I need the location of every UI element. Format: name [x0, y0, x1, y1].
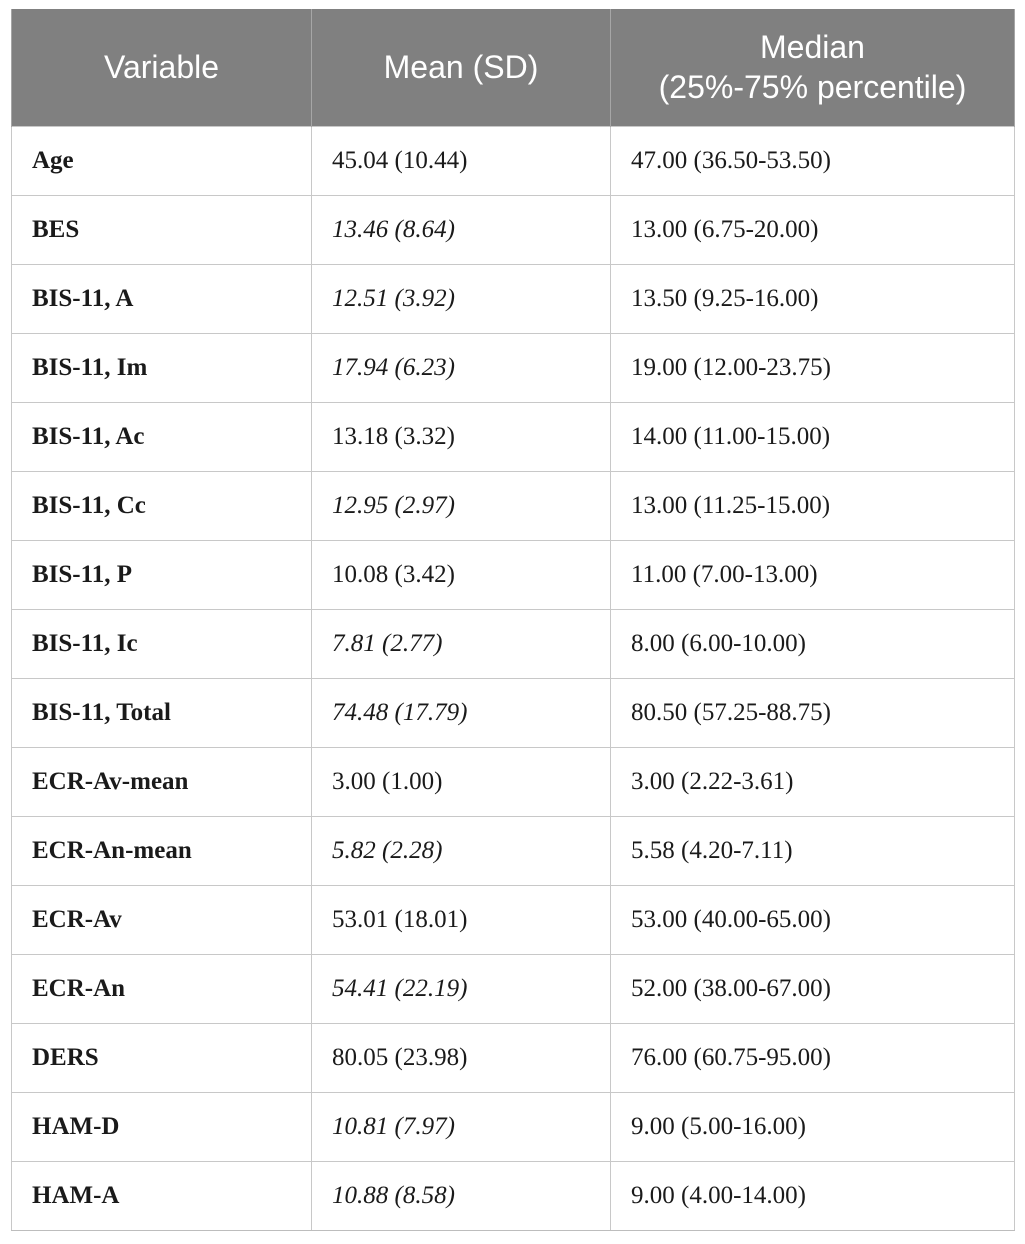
cell-median: 47.00 (36.50-53.50): [611, 126, 1015, 195]
cell-median: 13.50 (9.25-16.00): [611, 264, 1015, 333]
cell-median: 8.00 (6.00-10.00): [611, 609, 1015, 678]
cell-median: 52.00 (38.00-67.00): [611, 954, 1015, 1023]
header-row: [12, 9, 1015, 126]
header-variable: Variable: [12, 9, 312, 126]
cell-mean-sd: 80.05 (23.98): [312, 1023, 611, 1092]
cell-median: 13.00 (6.75-20.00): [611, 195, 1015, 264]
cell-variable: HAM-A: [12, 1161, 312, 1230]
header-median-line1: Median: [760, 29, 865, 66]
table-row: [12, 954, 1015, 1023]
cell-mean-sd: 74.48 (17.79): [312, 678, 611, 747]
cell-mean-sd: 54.41 (22.19): [312, 954, 611, 1023]
cell-variable: ECR-Av: [12, 885, 312, 954]
table-row: [12, 471, 1015, 540]
cell-median: 76.00 (60.75-95.00): [611, 1023, 1015, 1092]
cell-median: 11.00 (7.00-13.00): [611, 540, 1015, 609]
cell-mean-sd: 53.01 (18.01): [312, 885, 611, 954]
cell-median: 53.00 (40.00-65.00): [611, 885, 1015, 954]
cell-variable: Age: [12, 126, 312, 195]
table-row: [12, 402, 1015, 471]
table-row: [12, 1023, 1015, 1092]
table-row: [12, 126, 1015, 195]
cell-variable: BIS-11, Ic: [12, 609, 312, 678]
header-median-line2: (25%-75% percentile): [658, 69, 967, 106]
cell-median: 9.00 (4.00-14.00): [611, 1161, 1015, 1230]
cell-mean-sd: 13.46 (8.64): [312, 195, 611, 264]
table-row: [12, 195, 1015, 264]
cell-variable: ECR-An-mean: [12, 816, 312, 885]
cell-variable: DERS: [12, 1023, 312, 1092]
cell-mean-sd: 10.88 (8.58): [312, 1161, 611, 1230]
table-row: [12, 885, 1015, 954]
cell-mean-sd: 45.04 (10.44): [312, 126, 611, 195]
cell-variable: BIS-11, P: [12, 540, 312, 609]
table-row: [12, 1092, 1015, 1161]
cell-median: 9.00 (5.00-16.00): [611, 1092, 1015, 1161]
cell-median: 14.00 (11.00-15.00): [611, 402, 1015, 471]
cell-mean-sd: 7.81 (2.77): [312, 609, 611, 678]
cell-variable: HAM-D: [12, 1092, 312, 1161]
table-row: [12, 816, 1015, 885]
cell-mean-sd: 3.00 (1.00): [312, 747, 611, 816]
table-row: [12, 264, 1015, 333]
cell-mean-sd: 10.81 (7.97): [312, 1092, 611, 1161]
table-row: [12, 540, 1015, 609]
cell-mean-sd: 10.08 (3.42): [312, 540, 611, 609]
header-median: [611, 9, 1015, 126]
table-header: [12, 9, 1015, 126]
table-body: [12, 126, 1015, 1230]
cell-variable: BIS-11, Im: [12, 333, 312, 402]
table-row: [12, 747, 1015, 816]
cell-mean-sd: 13.18 (3.32): [312, 402, 611, 471]
cell-mean-sd: 17.94 (6.23): [312, 333, 611, 402]
descriptive-statistics-table-container: [11, 9, 1014, 1231]
table-row: [12, 678, 1015, 747]
table-row: [12, 609, 1015, 678]
cell-median: 3.00 (2.22-3.61): [611, 747, 1015, 816]
cell-variable: ECR-An: [12, 954, 312, 1023]
cell-variable: BES: [12, 195, 312, 264]
table-row: [12, 333, 1015, 402]
cell-mean-sd: 12.95 (2.97): [312, 471, 611, 540]
cell-variable: ECR-Av-mean: [12, 747, 312, 816]
header-mean-sd: Mean (SD): [312, 9, 611, 126]
cell-median: 80.50 (57.25-88.75): [611, 678, 1015, 747]
cell-median: 5.58 (4.20-7.11): [611, 816, 1015, 885]
descriptive-statistics-table: [11, 9, 1015, 1231]
table-row: [12, 1161, 1015, 1230]
cell-mean-sd: 12.51 (3.92): [312, 264, 611, 333]
cell-median: 13.00 (11.25-15.00): [611, 471, 1015, 540]
cell-mean-sd: 5.82 (2.28): [312, 816, 611, 885]
cell-variable: BIS-11, Ac: [12, 402, 312, 471]
cell-median: 19.00 (12.00-23.75): [611, 333, 1015, 402]
cell-variable: BIS-11, Cc: [12, 471, 312, 540]
cell-variable: BIS-11, Total: [12, 678, 312, 747]
cell-variable: BIS-11, A: [12, 264, 312, 333]
